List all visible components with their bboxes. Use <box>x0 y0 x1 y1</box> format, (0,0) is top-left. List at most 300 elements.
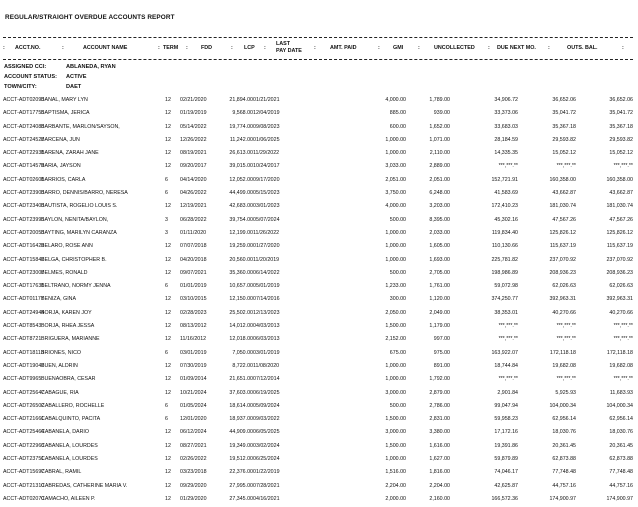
col-term: TERM <box>163 45 179 51</box>
lcp-cell: 27,995.00 <box>229 482 253 489</box>
uncollected-cell: 42,625.87 <box>494 482 518 489</box>
acct-no-cell: ACCT-ADT23007 <box>3 269 45 276</box>
gmi-cell: 3,203.00 <box>429 203 450 210</box>
table-row <box>0 308 638 321</box>
gmi-cell: 1,652.00 <box>429 123 450 130</box>
table-row <box>0 175 638 188</box>
account-name-cell: BARENA, ZARAH JANE <box>41 150 99 157</box>
header-sep: : <box>314 45 316 51</box>
uncollected-cell: 45,302.16 <box>494 216 518 223</box>
due-next-mo-cell: 40,270.66 <box>552 309 576 316</box>
uncollected-cell: 17,172.16 <box>494 429 518 436</box>
outs-bal-cell: 29,593.82 <box>609 136 633 143</box>
acct-no-cell: ACCT-ADT18113 <box>3 349 44 356</box>
fdd-cell: 01/19/2019 <box>180 110 207 117</box>
assigned-cci <box>4 64 116 70</box>
account-name-cell: CABANELA, LOURDES <box>41 442 98 449</box>
col-last-pay-date-line1: LAST <box>276 41 291 47</box>
outs-bal-cell: 44,757.16 <box>609 482 633 489</box>
lcp-cell: 19,774.00 <box>229 123 253 130</box>
table-row <box>0 321 638 334</box>
fdd-cell: 01/29/2020 <box>180 495 207 502</box>
outs-bal-cell: 36,652.06 <box>609 97 633 103</box>
fdd-cell: 06/28/2022 <box>180 216 207 223</box>
due-next-mo-cell: 5,925.93 <box>555 389 576 396</box>
outs-bal-cell: 392,963.31 <box>606 296 633 303</box>
term-cell: 12 <box>165 429 171 436</box>
table-row <box>0 441 638 454</box>
term-cell: 12 <box>165 376 171 383</box>
lcp-cell: 12,052.00 <box>229 176 253 183</box>
amt-paid-cell: 675.00 <box>389 349 406 356</box>
uncollected-cell: 38,353.01 <box>494 309 518 316</box>
outs-bal-cell: 104,000.34 <box>606 402 633 409</box>
last-pay-date-cell: 11/20/2019 <box>253 256 280 263</box>
last-pay-date-cell: 05/07/2024 <box>253 216 280 223</box>
lcp-cell: 12,150.00 <box>229 296 253 303</box>
uncollected-cell: 225,781.82 <box>491 256 518 263</box>
due-next-mo-cell: 15,052.12 <box>552 150 576 157</box>
acct-no-cell: ACCT-ADT23903 <box>3 190 45 197</box>
acct-no-cell: ACCT-ADT23751 <box>3 456 45 463</box>
outs-bal-cell: 15,052.12 <box>609 150 633 157</box>
lcp-cell: 9,568.00 <box>232 110 253 117</box>
uncollected-cell: 74,046.17 <box>494 469 518 476</box>
last-pay-date-cell: 12/13/2023 <box>253 309 280 316</box>
last-pay-date-cell: 03/01/2019 <box>253 349 280 356</box>
term-cell: 12 <box>165 456 171 463</box>
gmi-cell: 975.00 <box>433 349 450 356</box>
amt-paid-cell: 1,000.00 <box>385 150 406 157</box>
last-pay-date-cell: 11/29/2022 <box>253 150 280 157</box>
fdd-cell: 12/19/2021 <box>180 203 207 210</box>
fdd-cell: 03/23/2018 <box>180 469 207 476</box>
amt-paid-cell: 3,033.00 <box>385 163 406 170</box>
gmi-cell: 2,033.00 <box>429 229 450 236</box>
due-next-mo-cell: 172,118.18 <box>549 349 576 356</box>
uncollected-cell: 110,130.66 <box>491 243 518 250</box>
amt-paid-cell: 4,000.00 <box>385 97 406 103</box>
col-fdd: FDD <box>201 45 213 51</box>
last-pay-date-cell: 11/26/2022 <box>253 229 280 236</box>
lcp-cell: 22,376.00 <box>229 469 253 476</box>
due-next-mo-cell: 62,956.14 <box>552 416 576 423</box>
fdd-cell: 03/10/2015 <box>180 296 207 303</box>
outs-bal-cell: 172,118.18 <box>606 349 633 356</box>
fdd-cell: 02/21/2020 <box>180 97 207 103</box>
due-next-mo-cell: ***,***.** <box>556 323 576 330</box>
fdd-cell: 10/21/2024 <box>180 389 207 396</box>
uncollected-cell: ***,***.** <box>498 323 518 330</box>
amt-paid-cell: 1,000.00 <box>385 243 406 250</box>
due-next-mo-cell: ***,***.** <box>556 336 576 343</box>
account-name-cell: CABALLERO, ROCHELLE <box>41 402 105 409</box>
term-cell: 6 <box>165 349 168 356</box>
amt-paid-cell: 1,516.00 <box>385 469 406 476</box>
outs-bal-cell: 11,683.93 <box>609 389 633 396</box>
amt-paid-cell: 1,500.00 <box>385 442 406 449</box>
due-next-mo-cell: 35,041.72 <box>552 110 576 117</box>
col-last-pay-date-line2: PAY DATE <box>276 48 302 54</box>
uncollected-cell: 59,958.23 <box>494 416 518 423</box>
account-rows <box>0 95 638 507</box>
fdd-cell: 01/09/2014 <box>180 376 207 383</box>
amt-paid-cell: 2,050.00 <box>385 309 406 316</box>
gmi-cell: 1,761.00 <box>429 283 450 290</box>
last-pay-date-cell: 05/09/2024 <box>253 402 280 409</box>
uncollected-cell: 34,906.72 <box>494 97 518 103</box>
assigned-cci-value: ABLANEDA, RYAN <box>66 64 116 70</box>
term-cell: 12 <box>165 389 171 396</box>
table-row <box>0 481 638 494</box>
account-status-value: ACTIVE <box>66 74 87 80</box>
account-status-label: ACCOUNT STATUS: <box>4 74 57 80</box>
header-bottom-rule <box>3 59 633 60</box>
account-name-cell: BRIONES, NICO <box>41 349 82 356</box>
lcp-cell: 14,012.00 <box>229 323 253 330</box>
acct-no-cell: ACCT-ADT17631 <box>3 283 45 290</box>
outs-bal-cell: 19,682.08 <box>609 362 633 369</box>
outs-bal-cell: 62,956.14 <box>609 416 633 423</box>
last-pay-date-cell: 06/25/2024 <box>253 456 280 463</box>
header-sep: : <box>488 45 490 51</box>
uncollected-cell: 99,047.94 <box>494 402 518 409</box>
amt-paid-cell: 300.00 <box>389 296 406 303</box>
header-sep: : <box>418 45 420 51</box>
fdd-cell: 04/20/2018 <box>180 256 207 263</box>
account-name-cell: BARRO, DENNIS/BARRO, NERESA <box>41 190 128 197</box>
due-next-mo-cell: 19,682.08 <box>552 362 576 369</box>
uncollected-cell: 163,922.07 <box>491 349 518 356</box>
acct-no-cell: ACCT-ADT15697 <box>3 469 45 476</box>
table-row <box>0 401 638 414</box>
last-pay-date-cell: 06/03/2013 <box>253 336 280 343</box>
table-row <box>0 467 638 480</box>
amt-paid-cell: 1,000.00 <box>385 456 406 463</box>
last-pay-date-cell: 07/12/2014 <box>253 376 280 383</box>
amt-paid-cell: 1,500.00 <box>385 323 406 330</box>
term-cell: 12 <box>165 256 171 263</box>
header-sep: : <box>548 45 550 51</box>
account-name-cell: BELARO, ROSE ANN <box>41 243 93 250</box>
fdd-cell: 01/05/2024 <box>180 402 207 409</box>
outs-bal-cell: 35,041.72 <box>609 110 633 117</box>
table-row <box>0 427 638 440</box>
last-pay-date-cell: 06/05/2025 <box>253 429 280 436</box>
fdd-cell: 07/30/2019 <box>180 362 207 369</box>
term-cell: 12 <box>165 469 171 476</box>
due-next-mo-cell: 77,748.48 <box>552 469 576 476</box>
outs-bal-cell: 181,030.74 <box>606 203 633 210</box>
last-pay-date-cell: 09/03/2022 <box>253 416 280 423</box>
acct-no-cell: ACCT-ADT02601 <box>3 176 45 183</box>
amt-paid-cell: 1,000.00 <box>385 256 406 263</box>
term-cell: 12 <box>165 150 171 157</box>
lcp-cell: 12,018.00 <box>229 336 253 343</box>
due-next-mo-cell: 160,358.00 <box>549 176 576 183</box>
lcp-cell: 37,603.00 <box>229 389 253 396</box>
due-next-mo-cell: 208,936.23 <box>549 269 576 276</box>
outs-bal-cell: 62,873.88 <box>609 456 633 463</box>
lcp-cell: 19,512.00 <box>229 456 253 463</box>
gmi-cell: 8,395.00 <box>429 216 450 223</box>
fdd-cell: 09/07/2021 <box>180 269 207 276</box>
report-title: REGULAR/STRAIGHT OVERDUE ACCOUNTS REPORT <box>5 14 175 21</box>
fdd-cell: 01/01/2019 <box>180 283 207 290</box>
outs-bal-cell: 43,662.87 <box>609 190 633 197</box>
account-name-cell: CABAGUE, RIA <box>41 389 79 396</box>
term-cell: 12 <box>165 243 171 250</box>
header-sep: : <box>231 45 233 51</box>
acct-no-cell: ACCT-ADT01177 <box>3 296 44 303</box>
outs-bal-cell: ***,***.** <box>613 376 633 383</box>
gmi-cell: 1,789.00 <box>429 97 450 103</box>
town-city-value: DAET <box>66 84 82 90</box>
fdd-cell: 08/27/2021 <box>180 442 207 449</box>
uncollected-cell: 33,373.06 <box>494 110 518 117</box>
uncollected-cell: 33,683.03 <box>494 123 518 130</box>
uncollected-cell: ***,***.** <box>498 163 518 170</box>
outs-bal-cell: ***,***.** <box>613 323 633 330</box>
account-name-cell: BANAL, MARY LYN <box>41 97 88 103</box>
account-name-cell: CAMACHO, AILEEN P. <box>41 495 96 502</box>
due-next-mo-cell: ***,***.** <box>556 376 576 383</box>
acct-no-cell: ACCT-ADT19042 <box>3 362 45 369</box>
term-cell: 12 <box>165 203 171 210</box>
amt-paid-cell: 1,500.00 <box>385 416 406 423</box>
outs-bal-cell: ***,***.** <box>613 163 633 170</box>
lcp-cell: 10,657.00 <box>229 283 253 290</box>
lcp-cell: 18,614.00 <box>229 402 253 409</box>
table-row <box>0 361 638 374</box>
outs-bal-cell: 174,900.97 <box>606 495 633 502</box>
account-name-cell: BARRIOS, CARLA <box>41 176 86 183</box>
account-name-cell: BELTRANO, NORMY JENNA <box>41 283 111 290</box>
lcp-cell: 8,722.00 <box>232 362 253 369</box>
outs-bal-cell: 237,070.92 <box>606 256 633 263</box>
lcp-cell: 18,937.00 <box>229 416 253 423</box>
acct-no-cell: ACCT-ADT02093 <box>3 97 45 103</box>
term-cell: 12 <box>165 136 171 143</box>
gmi-cell: 2,889.00 <box>429 163 450 170</box>
account-name-cell: BELGA, CHRISTOPHER B. <box>41 256 107 263</box>
acct-no-cell: ACCT-ADT24527 <box>3 136 45 143</box>
fdd-cell: 02/26/2022 <box>180 456 207 463</box>
account-name-cell: BARCENA, JUN <box>41 136 80 143</box>
table-row <box>0 108 638 121</box>
term-cell: 6 <box>165 402 168 409</box>
term-cell: 12 <box>165 323 171 330</box>
lcp-cell: 19,349.00 <box>229 442 253 449</box>
account-name-cell: BORJA, KAREN JOY <box>41 309 92 316</box>
due-next-mo-cell: 43,662.87 <box>552 190 576 197</box>
last-pay-date-cell: 01/27/2020 <box>253 243 280 250</box>
gmi-cell: 997.00 <box>433 336 450 343</box>
lcp-cell: 19,259.00 <box>229 243 253 250</box>
fdd-cell: 09/29/2020 <box>180 482 207 489</box>
gmi-cell: 1,179.00 <box>429 323 450 330</box>
header-sep: : <box>158 45 160 51</box>
term-cell: 6 <box>165 283 168 290</box>
account-name-cell: CABRAL, RAMIL <box>41 469 82 476</box>
account-name-cell: BAYTING, MARILYN CARANZA <box>41 229 117 236</box>
term-cell: 12 <box>165 442 171 449</box>
col-acct-no: ACCT.NO. <box>15 45 41 51</box>
uncollected-cell: ***,***.** <box>498 376 518 383</box>
outs-bal-cell: 40,270.66 <box>609 309 633 316</box>
outs-bal-cell: 125,826.12 <box>606 229 633 236</box>
amt-paid-cell: 1,000.00 <box>385 362 406 369</box>
outs-bal-cell: 20,361.45 <box>609 442 633 449</box>
acct-no-cell: ACCT-ADT25647 <box>3 389 45 396</box>
lcp-cell: 26,613.00 <box>229 150 253 157</box>
account-name-cell: BAPTISMA, JERICA <box>41 110 90 117</box>
account-name-cell: BUEN, ALDRIN <box>41 362 78 369</box>
col-gmi: GMI <box>393 45 404 51</box>
outs-bal-cell: 77,748.48 <box>609 469 633 476</box>
gmi-cell: 1,120.00 <box>429 296 450 303</box>
last-pay-date-cell: 06/19/2025 <box>253 389 280 396</box>
account-name-cell: BARIA, JAYSON <box>41 163 81 170</box>
due-next-mo-cell: 237,070.92 <box>549 256 576 263</box>
col-outs-bal: OUTS. BAL. <box>567 45 598 51</box>
table-row <box>0 161 638 174</box>
term-cell: 12 <box>165 123 171 130</box>
uncollected-cell: 19,391.86 <box>494 442 518 449</box>
acct-no-cell: ACCT-ADT24088 <box>3 123 45 130</box>
last-pay-date-cell: 05/01/2019 <box>253 283 280 290</box>
header-sep: : <box>3 45 5 51</box>
table-row <box>0 348 638 361</box>
outs-bal-cell: 208,936.23 <box>606 269 633 276</box>
last-pay-date-cell: 01/22/2019 <box>253 469 280 476</box>
header-sep: : <box>264 45 266 51</box>
gmi-cell: 2,110.00 <box>429 150 450 157</box>
fdd-cell: 06/12/2024 <box>180 429 207 436</box>
uncollected-cell: 152,721.91 <box>491 176 518 183</box>
term-cell: 12 <box>165 97 171 103</box>
fdd-cell: 12/01/2020 <box>180 416 207 423</box>
gmi-cell: 1,792.00 <box>429 376 450 383</box>
lcp-cell: 35,360.00 <box>229 269 253 276</box>
col-lcp: LCP <box>244 45 255 51</box>
acct-no-cell: ACCT-ADT23995 <box>3 216 45 223</box>
table-row <box>0 281 638 294</box>
gmi-cell: 6,248.00 <box>429 190 450 197</box>
gmi-cell: 2,786.00 <box>429 402 450 409</box>
gmi-cell: 2,160.00 <box>429 495 450 502</box>
account-name-cell: CABREDAS, CATHERINE MARIA V. <box>41 482 128 489</box>
table-row <box>0 374 638 387</box>
lcp-cell: 20,560.00 <box>229 256 253 263</box>
gmi-cell: 939.00 <box>433 110 450 117</box>
fdd-cell: 11/16/2012 <box>180 336 207 343</box>
amt-paid-cell: 500.00 <box>389 269 406 276</box>
due-next-mo-cell: 29,593.82 <box>552 136 576 143</box>
lcp-cell: 21,894.00 <box>229 97 253 103</box>
due-next-mo-cell: 35,367.18 <box>552 123 576 130</box>
fdd-cell: 02/28/2023 <box>180 309 207 316</box>
acct-no-cell: ACCT-ADT20053 <box>3 229 45 236</box>
lcp-cell: 7,050.00 <box>232 349 253 356</box>
amt-paid-cell: 885.00 <box>389 110 406 117</box>
header-sep: : <box>186 45 188 51</box>
due-next-mo-cell: 36,652.06 <box>552 97 576 103</box>
table-row <box>0 148 638 161</box>
gmi-cell: 3,380.00 <box>429 429 450 436</box>
fdd-cell: 09/20/2017 <box>180 163 207 170</box>
last-pay-date-cell: 01/06/2025 <box>253 136 280 143</box>
last-pay-date-cell: 09/08/2023 <box>253 123 280 130</box>
table-row <box>0 201 638 214</box>
due-next-mo-cell: 62,873.88 <box>552 456 576 463</box>
account-name-cell: BAYLON, NENITA/BAYLON, <box>41 216 109 223</box>
due-next-mo-cell: 125,826.12 <box>549 229 576 236</box>
lcp-cell: 12,199.00 <box>229 229 253 236</box>
gmi-cell: 2,049.00 <box>429 309 450 316</box>
due-next-mo-cell: 181,030.74 <box>549 203 576 210</box>
term-cell: 12 <box>165 495 171 502</box>
amt-paid-cell: 1,000.00 <box>385 376 406 383</box>
term-cell: 12 <box>165 269 171 276</box>
amt-paid-cell: 3,000.00 <box>385 429 406 436</box>
account-name-cell: BORJA, RHEA JESSA <box>41 323 95 330</box>
last-pay-date-cell: 05/15/2023 <box>253 190 280 197</box>
column-header <box>0 41 638 59</box>
town-city <box>4 84 82 90</box>
last-pay-date-cell: 12/04/2019 <box>253 110 280 117</box>
due-next-mo-cell: 18,030.76 <box>552 429 576 436</box>
acct-no-cell: ACCT-ADT24944 <box>3 309 45 316</box>
due-next-mo-cell: 62,026.63 <box>552 283 576 290</box>
header-top-rule <box>3 37 633 38</box>
account-name-cell: BENIZA, GINA <box>41 296 77 303</box>
uncollected-cell: 374,250.77 <box>491 296 518 303</box>
acct-no-cell: ACCT-ADT02070 <box>3 495 45 502</box>
fdd-cell: 04/14/2020 <box>180 176 207 183</box>
lcp-cell: 44,499.00 <box>229 190 253 197</box>
gmi-cell: 1,605.00 <box>429 243 450 250</box>
uncollected-cell: 198,986.89 <box>491 269 518 276</box>
amt-paid-cell: 2,000.00 <box>385 495 406 502</box>
amt-paid-cell: 3,750.00 <box>385 190 406 197</box>
uncollected-cell: 166,572.36 <box>491 495 518 502</box>
acct-no-cell: ACCT-ADT21661 <box>3 416 45 423</box>
acct-no-cell: ACCT-ADT14579 <box>3 163 45 170</box>
uncollected-cell: 119,834.40 <box>491 229 518 236</box>
acct-no-cell: ACCT-ADT15842 <box>3 256 45 263</box>
lcp-cell: 42,683.00 <box>229 203 253 210</box>
assigned-cci-label: ASSIGNED CCI: <box>4 64 47 70</box>
uncollected-cell: 59,879.89 <box>494 456 518 463</box>
table-row <box>0 294 638 307</box>
due-next-mo-cell: 174,900.97 <box>549 495 576 502</box>
acct-no-cell: ACCT-ADT8721 <box>3 336 42 343</box>
acct-no-cell: ACCT-ADT22963 <box>3 442 45 449</box>
acct-no-cell: ACCT-ADT21310 <box>3 482 45 489</box>
amt-paid-cell: 4,000.00 <box>385 203 406 210</box>
account-name-cell: BRIGUERA, MARIANNE <box>41 336 100 343</box>
acct-no-cell: ACCT-ADT26502 <box>3 402 45 409</box>
term-cell: 12 <box>165 309 171 316</box>
last-pay-date-cell: 07/28/2021 <box>253 482 280 489</box>
term-cell: 12 <box>165 110 171 117</box>
amt-paid-cell: 1,000.00 <box>385 229 406 236</box>
gmi-cell: 2,879.00 <box>429 389 450 396</box>
acct-no-cell: ACCT-ADT17755 <box>3 110 45 117</box>
uncollected-cell: 14,335.35 <box>494 150 518 157</box>
table-row <box>0 188 638 201</box>
